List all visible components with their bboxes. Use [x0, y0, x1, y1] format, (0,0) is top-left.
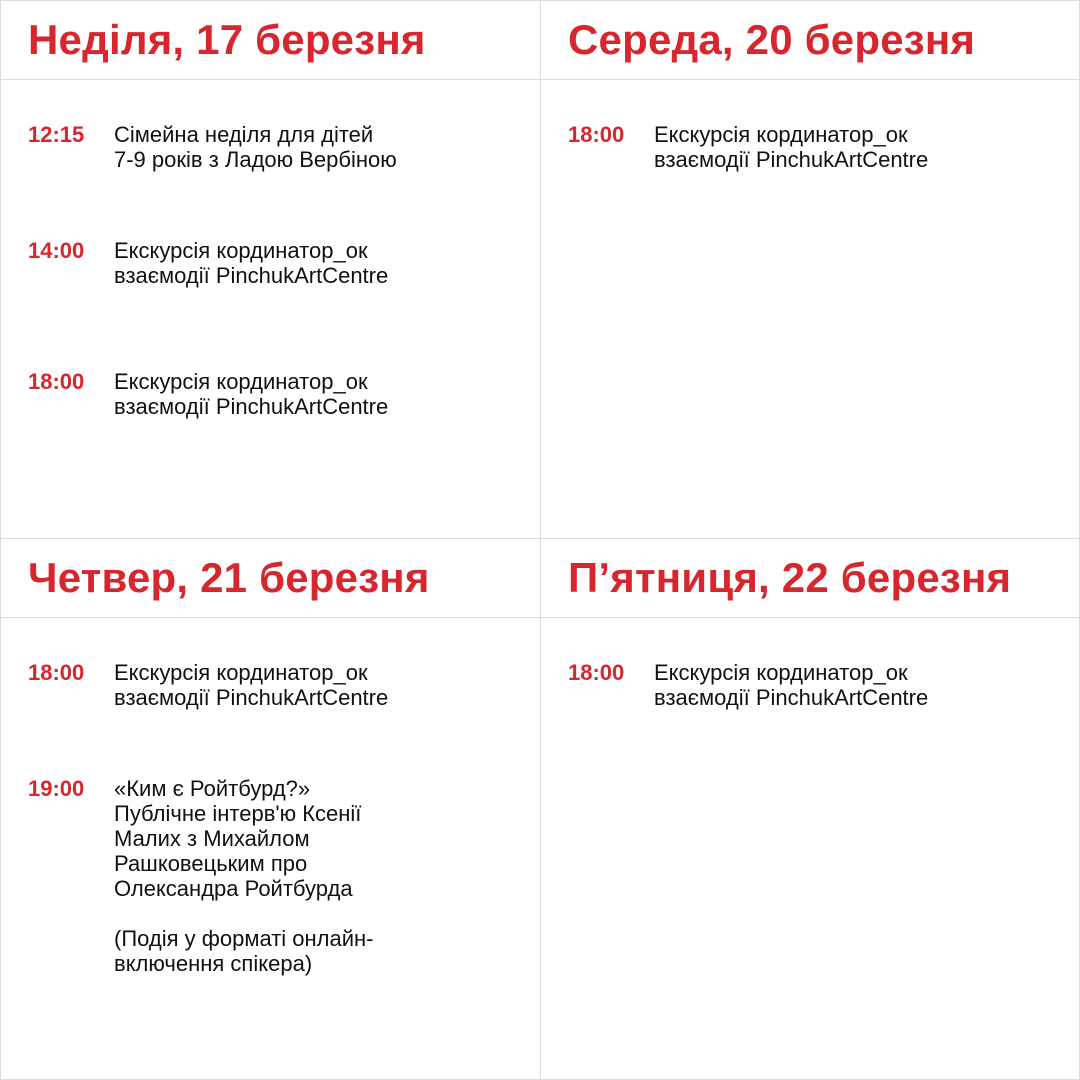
day-title: Неділя, 17 березня	[28, 16, 426, 63]
event-time: 18:00	[28, 660, 85, 685]
day-card-friday	[540, 538, 1080, 1080]
day-header	[541, 539, 1079, 618]
event-title: «Ким є Ройтбурд?» Публічне інтерв'ю Ксенії Малих з Михайлом Рашковецьким про Олександра Ройтбурда (Подія у форматі онлайн- включення спікера)	[114, 776, 374, 976]
event-title: Екскурсія кординатор_ок взаємодії PinchukArtCentre	[114, 660, 389, 710]
day-title: Четвер, 21 березня	[28, 554, 430, 601]
day-title: П’ятниця, 22 березня	[568, 554, 1012, 601]
day-card-wednesday	[540, 0, 1080, 539]
day-header	[541, 1, 1079, 80]
event-title: Екскурсія кординатор_ок взаємодії PinchukArtCentre	[654, 122, 929, 172]
day-card-thursday	[0, 538, 541, 1080]
event-time: 19:00	[28, 776, 85, 801]
day-title: Середа, 20 березня	[568, 16, 976, 63]
event-title: Екскурсія кординатор_ок взаємодії PinchukArtCentre	[114, 369, 389, 419]
event-time: 12:15	[28, 122, 85, 147]
event-time: 18:00	[28, 369, 85, 394]
day-header	[1, 1, 540, 80]
day-card-sunday	[0, 0, 541, 539]
event-time: 18:00	[568, 122, 625, 147]
event-title: Екскурсія кординатор_ок взаємодії PinchukArtCentre	[654, 660, 929, 710]
event-title: Екскурсія кординатор_ок взаємодії PinchukArtCentre	[114, 238, 389, 288]
day-header	[1, 539, 540, 618]
event-title: Сімейна неділя для дітей 7-9 років з Ладою Вербіною	[114, 122, 397, 172]
event-time: 14:00	[28, 238, 85, 263]
event-time: 18:00	[568, 660, 625, 685]
